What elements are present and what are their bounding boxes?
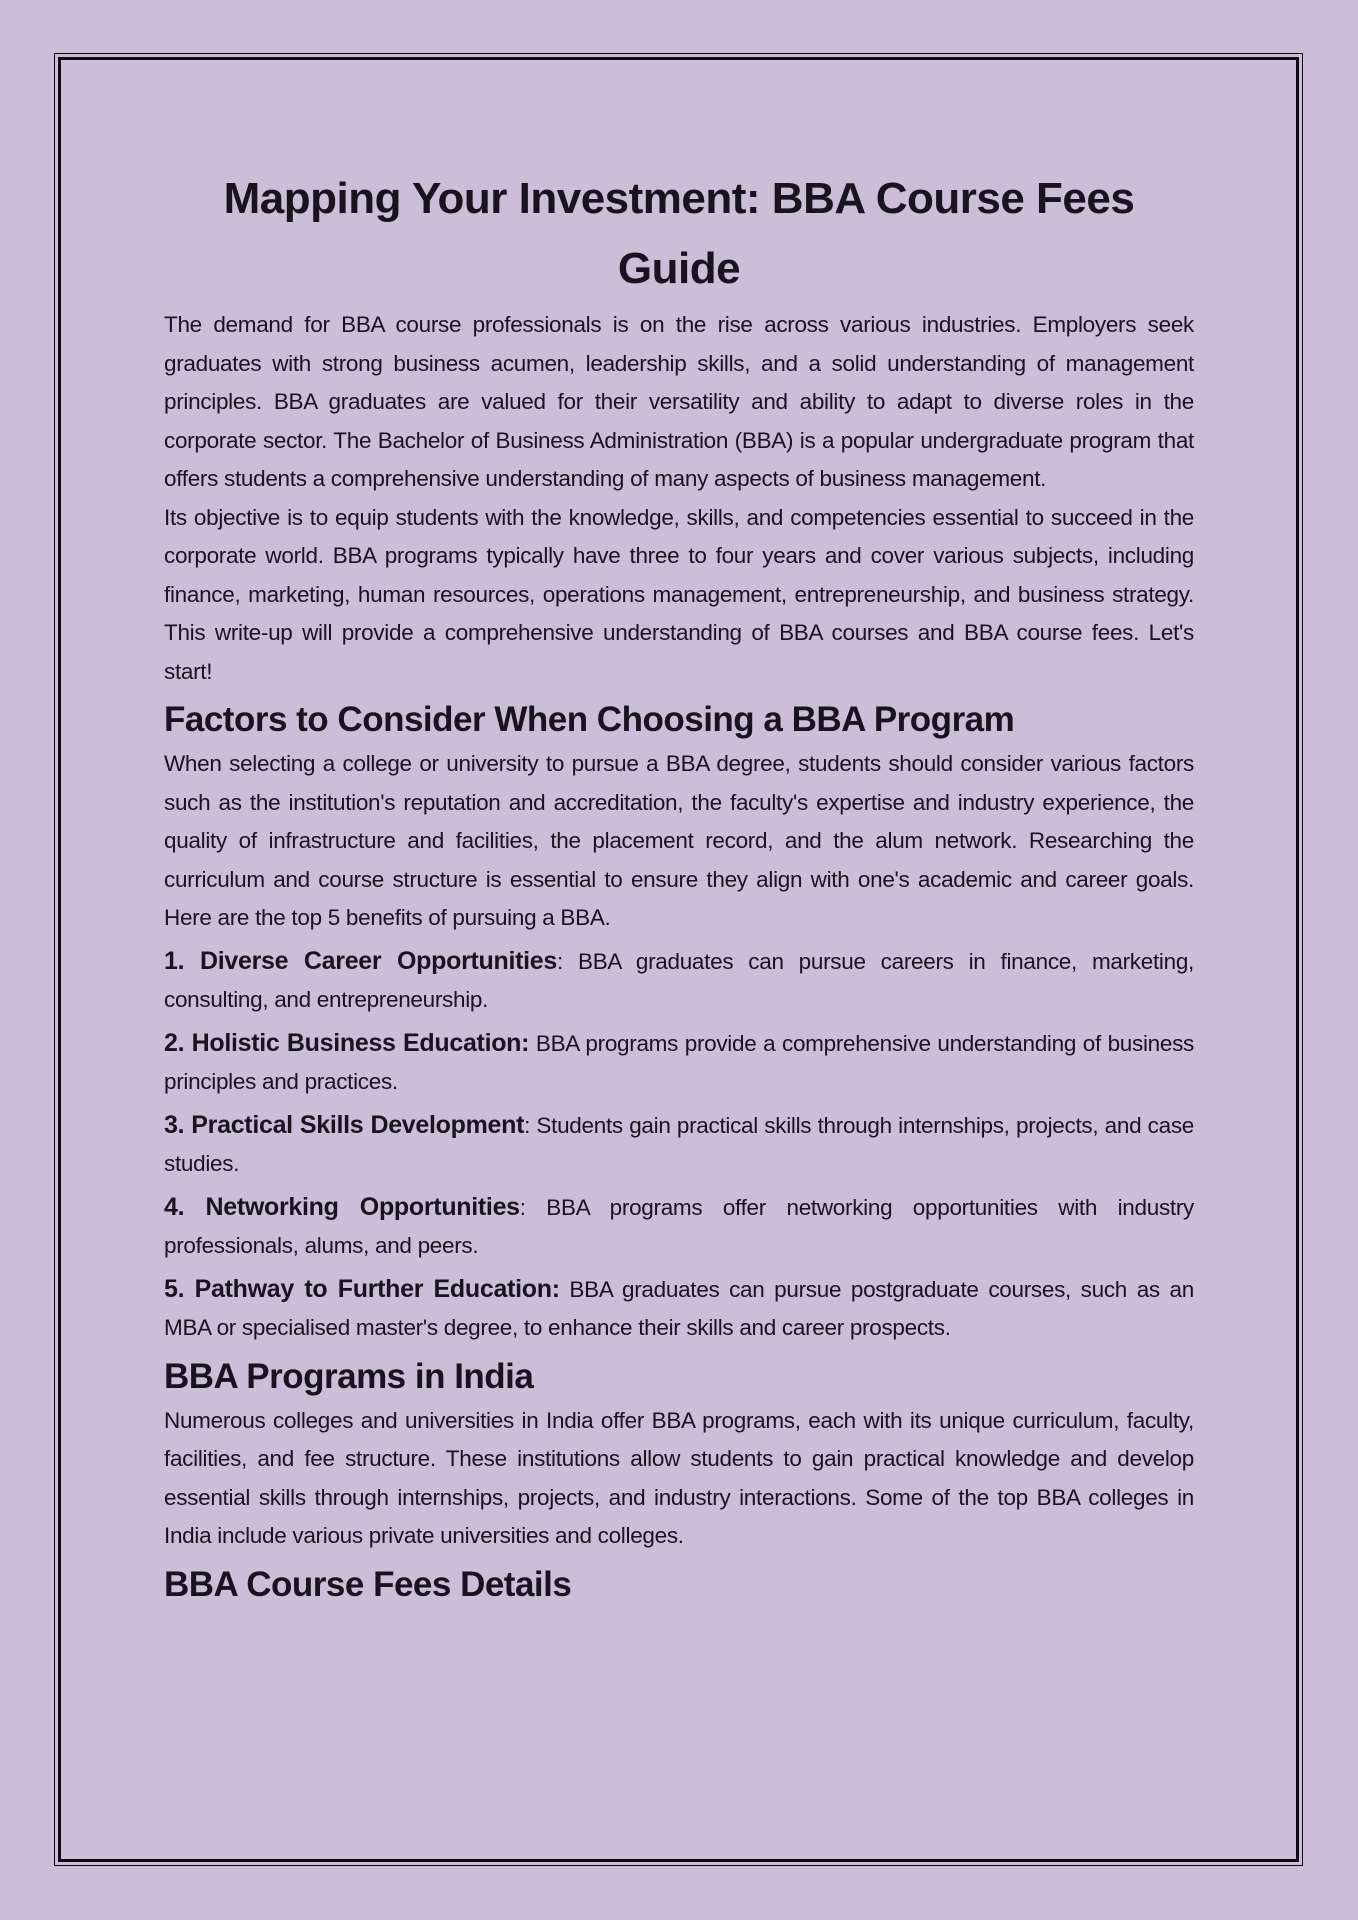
benefit-text: BBA programs provide a comprehensive understanding of business principles and practices. [164, 1030, 1194, 1094]
benefit-colon: : [519, 1194, 526, 1220]
intro-paragraph: Its objective is to equip students with the knowledge, skills, and competencies essential to succeed in the corporate world. BBA programs typically have three to four years and cover various subjects, including finance, marketing, human resources, operations management, entrepreneurship, and business strategy. This write-up will provide a comprehensive understanding of BBA courses and BBA course fees. Let's start! [164, 504, 1194, 684]
india-paragraph: Numerous colleges and universities in India offer BBA programs, each with its unique curriculum, faculty, facilities, and fee structure. These institutions allow students to gain practical knowledge and develop essential skills through internships, projects, and industry interactions. Some of the top BBA colleges in India include various private universities and colleges. [164, 1407, 1194, 1548]
benefit-title: 2. Holistic Business Education: [164, 1028, 530, 1057]
section-heading-india: BBA Programs in India [164, 1356, 534, 1396]
benefit-title: 3. Practical Skills Development [164, 1110, 525, 1139]
benefit-title: 4. Networking Opportunities [164, 1192, 520, 1221]
benefit-colon: : [524, 1112, 531, 1138]
benefit-title: 1. Diverse Career Opportunities [164, 946, 558, 975]
benefit-text: BBA programs offer networking opportunities with industry professionals, alums, and peers. [164, 1194, 1194, 1258]
benefit-item [164, 1270, 1194, 1348]
section-heading-factors: Factors to Consider When Choosing a BBA Program [164, 700, 1015, 739]
benefit-title: 5. Pathway to Further Education: [164, 1274, 560, 1303]
benefit-colon: : [557, 948, 563, 974]
document-body [164, 164, 1194, 1610]
benefit-text: BBA graduates can pursue careers in finance, marketing, consulting, and entrepreneurship. [164, 948, 1194, 1012]
benefit-text: BBA graduates can pursue postgraduate courses, such as an MBA or specialised master's degree, to enhance their skills and career prospects. [164, 1276, 1194, 1340]
benefit-item [164, 1106, 1194, 1184]
intro-paragraph: The demand for BBA course professionals is on the rise across various industries. Employers seek graduates with strong business acumen, leadership skills, and a solid understanding of management principles. BBA graduates are valued for their versatility and ability to adapt to diverse roles in the corporate sector. The Bachelor of Business Administration (BBA) is a popular undergraduate program that offers students a comprehensive understanding of many aspects of business management. [164, 312, 1194, 491]
document-title: Mapping Your Investment: BBA Course Fees Guide [223, 174, 1135, 293]
benefit-item [164, 1188, 1194, 1266]
benefit-text: Students gain practical skills through internships, projects, and case studies. [164, 1112, 1194, 1176]
factors-paragraph: When selecting a college or university to pursue a BBA degree, students should consider various factors such as the institution's reputation and accreditation, the faculty's expertise and industry experience, the quality of infrastructure and facilities, the placement record, and the alum network. Researching the curriculum and course structure is essential to ensure they align with one's academic and career goals. Here are the top 5 benefits of pursuing a BBA. [164, 751, 1194, 930]
benefit-item [164, 942, 1194, 1020]
section-heading-fees: BBA Course Fees Details [164, 1564, 572, 1604]
benefit-item [164, 1024, 1194, 1102]
